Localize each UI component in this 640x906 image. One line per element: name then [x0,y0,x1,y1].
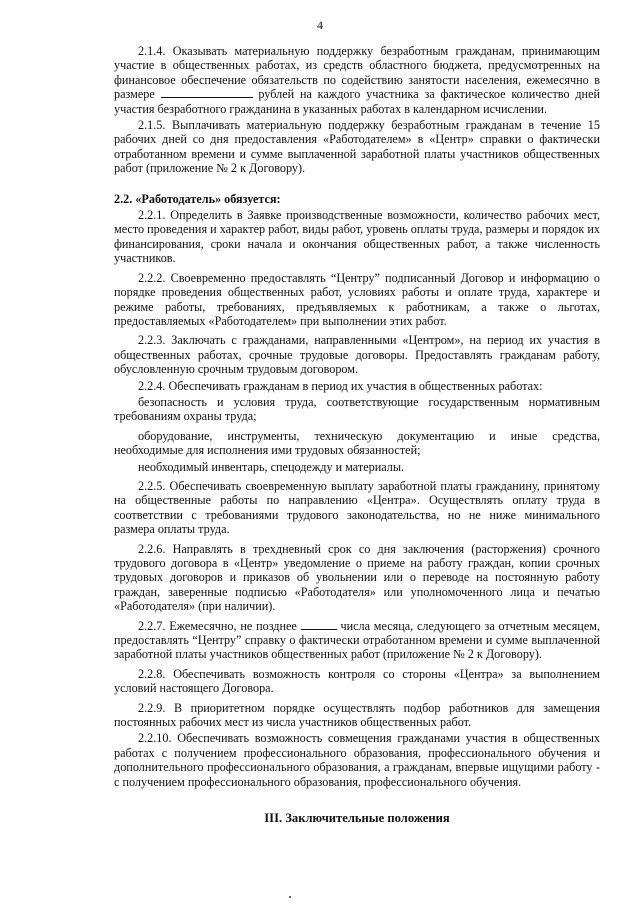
clause-2-2-1: 2.2.1. Определить в Заявке производственные возможности, количество рабочих мест, место проведения и характер работ, виды работ, уровень оплаты труда, размеры и порядок их финансирования, сроки начала и окончания общественных работ, а также численность участников. [114,208,600,266]
clause-2-2-7-text-end: числа месяца, следующего за отчетным месяцем, предоставлять “Центру” справку о фактически отработанном времени и сумме выплаченной заработной платы участников общественных работ (приложение № 2 к Договору). [114,618,601,662]
clause-2-2-4-item-equipment: оборудование, инструменты, техническую документацию и иные средства, необходимые для исполнения ими трудовых обязанностей; [114,428,600,458]
clause-2-2-4-item-inventory: необходимый инвентарь, спецодежду и материалы. [138,459,405,474]
section-heading-2-2: 2.2. «Работодатель» обязуется: [114,191,281,206]
clause-2-2-4: 2.2.4. Обеспечивать гражданам в период их участия в общественных работах: [138,378,543,393]
clause-2-2-6: 2.2.6. Направлять в трехдневный срок со дня заключения (расторжения) срочного трудового договора в «Центр» уведомление о приеме на работу граждан, копии срочных трудовых договоров и приказов об увольнении или о переводе на постоянную работу граждан, заверенные подписью «Работодателя» или уполномоченного лица и печатью «Работодателя» (при наличии). [114,541,600,614]
page-number: 4 [317,18,323,32]
amount-blank-line [161,87,253,98]
document-body [114,44,600,826]
clause-2-2-8: 2.2.8. Обеспечивать возможность контроля со стороны «Центра» за выполнением условий настоящего Договора. [114,666,600,696]
clause-2-1-5: 2.1.5. Выплачивать материальную поддержку безработным гражданам в течение 15 рабочих дней со дня предоставления «Работодателем» в «Центр» справки о фактически отработанном времени и сумме выплаченной заработной платы участников общественных работ (приложение № 2 к Договору). [114,118,600,176]
clause-2-1-4-text-end: рублей на каждого участника за фактическое количество дней участия безработного гражданина в указанных работах в календарном исчислении. [114,87,601,116]
clause-2-2-3: 2.2.3. Заключать с гражданами, направленными «Центром», на период их участия в общественных работах, срочные трудовые договоры. Предоставлять гражданам работу, обусловленную срочным трудовым договором. [114,333,600,377]
clause-2-2-9: 2.2.9. В приоритетном порядке осуществлять подбор работников для замещения постоянных рабочих мест из числа участников общественных работ. [114,700,600,730]
clause-2-2-5: 2.2.5. Обеспечивать своевременную выплату заработной платы гражданину, принятому на общественные работы по направлению «Центра». Осуществлять оплату труда в соответствии с требованиями трудового законодательства, но не ниже минимального размера оплаты труда. [114,478,600,537]
clause-2-2-4-item-safety: безопасность и условия труда, соответствующие государственным нормативным требованиям охраны труда; [114,394,600,424]
chapter-heading-3: III. Заключительные положения [264,811,450,826]
scan-speck [289,896,291,898]
clause-2-2-2: 2.2.2. Своевременно предоставлять “Центру” подписанный Договор и информацию о порядке проведения общественных работ, условиях работы и оплате труда, характере и режиме работы, требованиях, предъявляемых к работникам, а также о льготах, предоставляемых «Работодателем» при выполнении этих работ. [114,270,600,328]
clause-2-2-10: 2.2.10. Обеспечивать возможность совмещения гражданами участия в общественных работах с получением профессионального образования, профессионального обучения и дополнительного профессионального образования, а гражданам, впервые ищущими работу - с получением профессионального образования, профессионального обучения. [114,731,600,789]
clause-2-2-7-text-start: 2.2.7. Ежемесячно, не позднее [138,618,297,633]
clause-2-2-7 [114,619,600,662]
day-blank-line [301,619,337,630]
clause-2-1-4-text-start: 2.1.4. Оказывать материальную поддержку безработным гражданам, принимающим участие в общественных работах, из средств областного бюджета, предусмотренных на финансовое обеспечение обязательств по содействию занятости населения, ежемесячно в размере [114,44,600,102]
clause-2-1-4 [114,44,600,116]
